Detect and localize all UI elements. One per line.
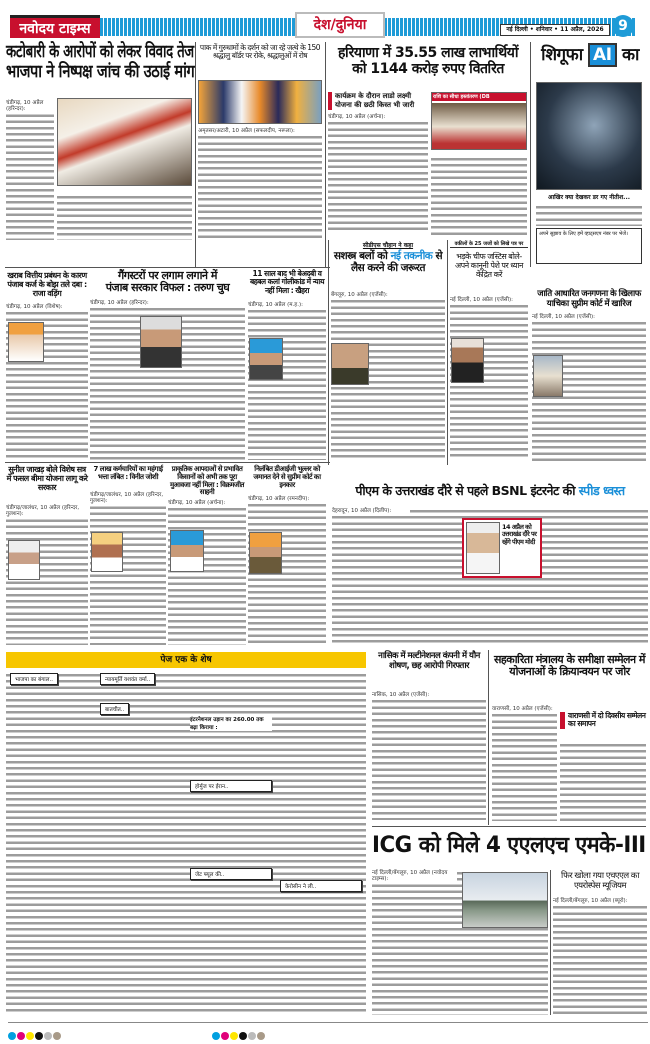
column-rule <box>530 42 531 267</box>
divider <box>5 267 330 268</box>
modi-box <box>462 518 542 578</box>
headline-line: हरियाणा में 35.55 लाख लाभार्थियों <box>338 45 518 61</box>
hal-headline: फिर खोला गया एचएएल का एयरोस्पेस म्यूजियम <box>560 871 640 891</box>
headline-line: याचिका सुप्रीम कोर्ट में खारिज <box>546 298 632 309</box>
cds-photo <box>331 343 369 385</box>
jump-label: होर्मुज पर ईरान.. <box>190 780 272 792</box>
farmers-headline: प्राकृतिक आपदाओं से प्रभावित किसानों को अभी तक पूरा मुआवजा नहीं मिला : विक्रमजीत साहनी <box>169 465 245 497</box>
column-rule <box>328 240 329 465</box>
article-text: चंडीगढ़/जालंधर, 10 अप्रैल (हरिन्दर, गुलशन): <box>6 505 88 645</box>
punjab-debt-headline: खराब वित्तीय प्रबंधन के कारण पंजाब कर्ज के बोझ तले दबा : राजा वड़िंग <box>7 271 87 298</box>
caste-census-headline <box>532 290 646 309</box>
color-registration-marks <box>8 1022 648 1034</box>
date-line: नई दिल्ली • शनिवार • 11 अप्रैल, 2026 <box>500 24 610 36</box>
tarun-chugh-photo <box>140 316 182 368</box>
subhead: इंटरनेशनल उड़ान का 260.00 तक बढ़ा किराया : <box>190 715 272 731</box>
article-text: चंडीगढ़, 10 अप्रैल (अर्चना): <box>168 500 246 645</box>
modi-photo <box>466 522 500 574</box>
divider <box>5 462 330 463</box>
article-text: चंडीगढ़, 10 अप्रैल (रमनदीप): <box>248 496 326 645</box>
man-with-phone-photo <box>536 82 642 190</box>
column-rule <box>195 42 196 267</box>
column-rule <box>325 42 326 267</box>
article-text <box>6 672 366 1012</box>
press-conference-photo <box>57 98 192 186</box>
cooperative-headline: सहकारिता मंत्रालय के समीक्षा सम्मेलन में योजनाओं के क्रियान्वयन पर जोर <box>493 653 646 679</box>
article-text: नई दिल्ली/बेंगलूरु, 10 अप्रैल (नवोदय टाइम्स): <box>372 870 548 1015</box>
logo: नवोदय टाइम्स <box>10 15 100 38</box>
bhullar-photo <box>249 532 282 574</box>
article-text <box>560 742 646 821</box>
vineet-joshi-photo <box>91 532 123 572</box>
headline-line: को 1144 करोड़ रुपए वितरित <box>352 60 504 77</box>
bsnl-headline: पीएम के उत्तराखंड दौरे से पहले BSNL इंटरनेट की स्पीड ध्वस्त <box>355 483 625 498</box>
masthead <box>0 0 650 42</box>
icg-headline: ICG को मिले 4 एएलएच एमके-III <box>372 833 646 858</box>
cji-kicker: वकीलों के 25 जजों को लिखे पत्र पर <box>450 241 528 248</box>
article-text: वाराणसी, 10 अप्रैल (एजेंसी): <box>492 706 557 821</box>
haryana-headline <box>328 46 528 77</box>
column-rule <box>550 870 551 1015</box>
cji-photo <box>451 338 484 383</box>
article-text <box>57 194 192 240</box>
cds-headline: सशस्त्र बलों को नई तकनीक से लैस करने की जरूरत <box>333 250 443 274</box>
jump-label: भाजपा का बंगाल.. <box>10 673 58 685</box>
haryana-cm-photo <box>431 92 527 150</box>
photo-banner: राशि का सीधा हस्तांतरण (DB <box>432 93 526 101</box>
jakhar-headline: सुनील जाखड़ बोले विशेष सत्र में फसल बीमा योजना लागू करे सरकार <box>6 465 88 492</box>
page-number: 9 <box>612 15 634 37</box>
headline-line: पंजाब सरकार विफल : तरुण चुघ <box>105 281 230 295</box>
divider <box>372 826 646 827</box>
nashik-headline: नासिक में मल्टीनेशनल कंपनी में यौन शोषण, छह आरोपी गिरफ्तार <box>378 651 480 671</box>
jump-label: केरोसीन ने ली.. <box>280 880 362 892</box>
headline-line: भाजपा ने निष्पक्ष जांच की उठाई मांग <box>6 61 195 82</box>
column-rule <box>447 240 448 465</box>
headline-line: कटोबारी के आरोपों को लेकर विवाद तेज <box>6 42 194 62</box>
jump-label: जेट फ्यूल की.. <box>190 868 272 880</box>
jakhar-photo <box>8 540 40 580</box>
pak-jatha-headline: पाक में गुरुधामों के दर्शन को जा रहे जत्थे के 150 श्रद्धालु बॉर्डर पर रोके, श्रद्धालुओं में रोष <box>199 43 321 61</box>
headline-line: जाति आधारित जनगणना के खिलाफ <box>537 289 641 299</box>
column-rule <box>488 650 489 825</box>
article-text: चंडीगढ़, 10 अप्रैल (हरिन्दर): <box>90 300 245 460</box>
article-text: चंडीगढ़, 10 अप्रैल (अर्चना): <box>328 114 428 234</box>
jump-label: बातचीत.. <box>100 703 129 715</box>
haryana-subhead: कार्यक्रम के दौरान लाडो लक्ष्मी योजना की छठी किस्त भी जारी <box>328 92 428 110</box>
beadbi-headline: 11 साल बाद भी बेअदबी व बहबल कलां गोलीकांड में न्याय नहीं मिला : खैहरा <box>249 269 325 295</box>
jump-label: न्यायमूर्ति यशवंत वर्मा.. <box>100 673 155 685</box>
article-text: बेंगलूरु, 10 अप्रैल (एजेंसी): <box>331 292 445 460</box>
article-text: चंडीगढ़, 10 अप्रैल (हरिन्दर): <box>6 100 54 240</box>
cji-headline: भड़के चीफ जस्टिस बोले-अपने कानूनी पेशे पर ध्यान केंद्रित करें <box>455 252 523 279</box>
article-text: चंडीगढ़, 10 अप्रैल (विशेष): <box>6 304 88 459</box>
supreme-court-photo <box>533 355 563 397</box>
article-text: नई दिल्ली/बेंगलूरु, 10 अप्रैल (ब्यूरो): <box>553 898 647 1014</box>
cooperative-subhead: वाराणसी में दो दिवसीय सम्मेलन का समापन <box>560 712 646 729</box>
article-text: नई दिल्ली, 10 अप्रैल (एजेंसी): <box>450 297 528 460</box>
cds-kicker: सीडीएस चौहान ने कहा <box>362 242 414 249</box>
raja-warring-photo <box>8 322 44 362</box>
ai-headline: शिगूफा AI का <box>541 45 639 65</box>
article-text: अमृतसर/अटारी, 10 अप्रैल (सफलदीप, नरूला): <box>198 128 322 238</box>
headline-line: गैंगस्टरों पर लगाम लगाने में <box>118 269 217 282</box>
article-text: चंडीगढ़, 10 अप्रैल (म.ह.): <box>248 302 326 460</box>
modi-box-text: 14 अप्रैल को उत्तराखंड दौरे पर रहेंगे पीएम मोदी <box>502 523 537 546</box>
article-text: चंडीगढ़/जालंधर, 10 अप्रैल (हरिन्दर, गुलशन): <box>90 492 166 645</box>
devotees-photo <box>198 80 322 124</box>
ai-caption-title: आखिर क्या देखकर डर गए नीतीश... <box>547 194 631 201</box>
bhullar-headline: निलंबित डीआईजी भुल्लर को जमानत देने से सुप्रीम कोर्ट का इनकार <box>253 465 321 489</box>
gangsters-headline <box>90 270 245 295</box>
article-text: देहरादून, 10 अप्रैल (दिलीप): <box>332 508 648 646</box>
helicopter-photo <box>462 872 548 928</box>
khaira-photo <box>249 338 283 380</box>
da-headline: 7 लाख कर्मचारियों का महंगाई भत्ता लंबित : विनीत जोशी <box>93 465 163 481</box>
article-text <box>536 204 642 226</box>
ai-badge: AI <box>588 43 616 67</box>
ai-box: अपने सुझाव के लिए हमें व्हाट्सएप नंबर पर भेजें। <box>536 228 642 264</box>
article-text <box>431 156 527 236</box>
page-one-rest-band: पेज एक के शेष <box>6 652 366 668</box>
sahni-photo <box>170 530 204 572</box>
article-text: नासिक, 10 अप्रैल (एजेंसी): <box>372 692 486 820</box>
article-text: नई दिल्ली, 10 अप्रैल (एजेंसी): <box>532 314 646 462</box>
section-tab: देश/दुनिया <box>295 12 385 38</box>
lead-left-headline <box>6 43 194 82</box>
